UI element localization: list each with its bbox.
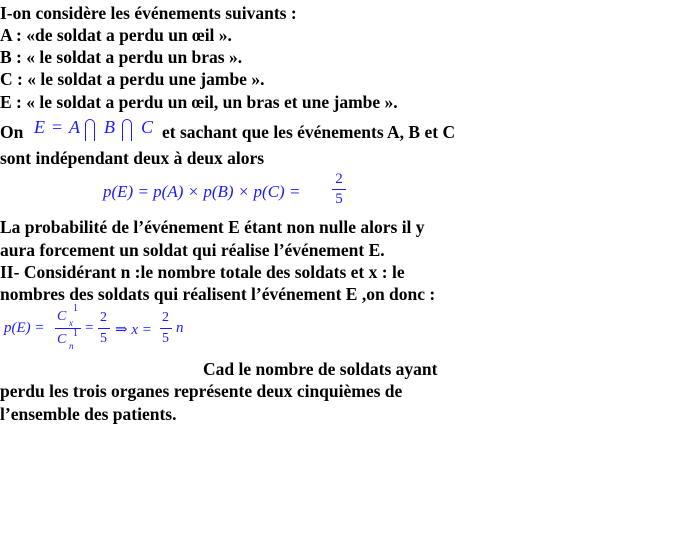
set-lhs: E	[34, 117, 45, 137]
frac1-bar	[98, 328, 110, 329]
independance-line: sont indépendant deux à deux alors	[0, 148, 265, 168]
fraction-numerator: 2	[335, 171, 343, 187]
cad-line: Cad le nombre de soldats ayant	[203, 359, 438, 379]
on-word: On	[0, 122, 24, 142]
equals-sign: =	[85, 320, 94, 336]
event-b: B : « le soldat a perdu un bras ».	[0, 47, 243, 67]
event-a: A : «de soldat a perdu un œil ».	[0, 25, 232, 45]
prob-product: p(E) = p(A) × p(B) × p(C) =	[103, 182, 301, 201]
set-equals: =	[52, 117, 63, 137]
comb-numerator: C	[57, 309, 67, 324]
comb-denominator-sup: 1	[73, 328, 78, 339]
part2-line-1: II- Considérant n :le nombre totale des soldats et x : le	[0, 262, 405, 282]
set-b: B	[104, 117, 115, 137]
conclusion-line-1: La probabilité de l’événement E étant non nulle alors il y	[0, 217, 425, 237]
fraction-denominator: 5	[335, 191, 343, 207]
frac2-denominator: 5	[162, 331, 169, 346]
intersection-symbol	[122, 119, 132, 141]
event-e: E : « le soldat a perdu un œil, un bras et une jambe ».	[0, 92, 398, 112]
prob-fraction	[332, 171, 346, 208]
conclusion-line-2: aura forcement un soldat qui réalise l’événement E.	[0, 240, 385, 260]
frac2-numerator: 2	[162, 310, 169, 325]
frac1-denominator: 5	[100, 331, 107, 346]
comb-denominator: C	[57, 332, 67, 347]
set-c: C	[141, 117, 154, 137]
comb-denominator-sub: n	[69, 341, 74, 351]
final-line-2: l’ensemble des patients.	[0, 404, 177, 424]
comb-numerator-sub: x	[69, 318, 73, 328]
part2-line-2: nombres des soldats qui réalisent l’événement E ,on donc :	[0, 284, 436, 304]
fraction-bar	[332, 189, 346, 190]
comb-numerator-sup: 1	[73, 303, 78, 314]
formula-variable: n	[176, 320, 184, 336]
formula-lhs: p(E) =	[4, 320, 45, 336]
implies-expression: ⇒ x =	[115, 322, 152, 338]
intro-line: I-on considère les événements suivants :	[0, 3, 297, 23]
frac1-numerator: 2	[100, 310, 107, 325]
final-line-1: perdu les trois organes représente deux cinquièmes de	[0, 381, 403, 401]
event-c: C : « le soldat a perdu une jambe ».	[0, 69, 265, 89]
intersection-symbol	[85, 119, 95, 141]
set-a: A	[69, 117, 80, 137]
frac2-bar	[160, 328, 172, 329]
sachant-line: et sachant que les événements A, B et C	[162, 122, 456, 142]
